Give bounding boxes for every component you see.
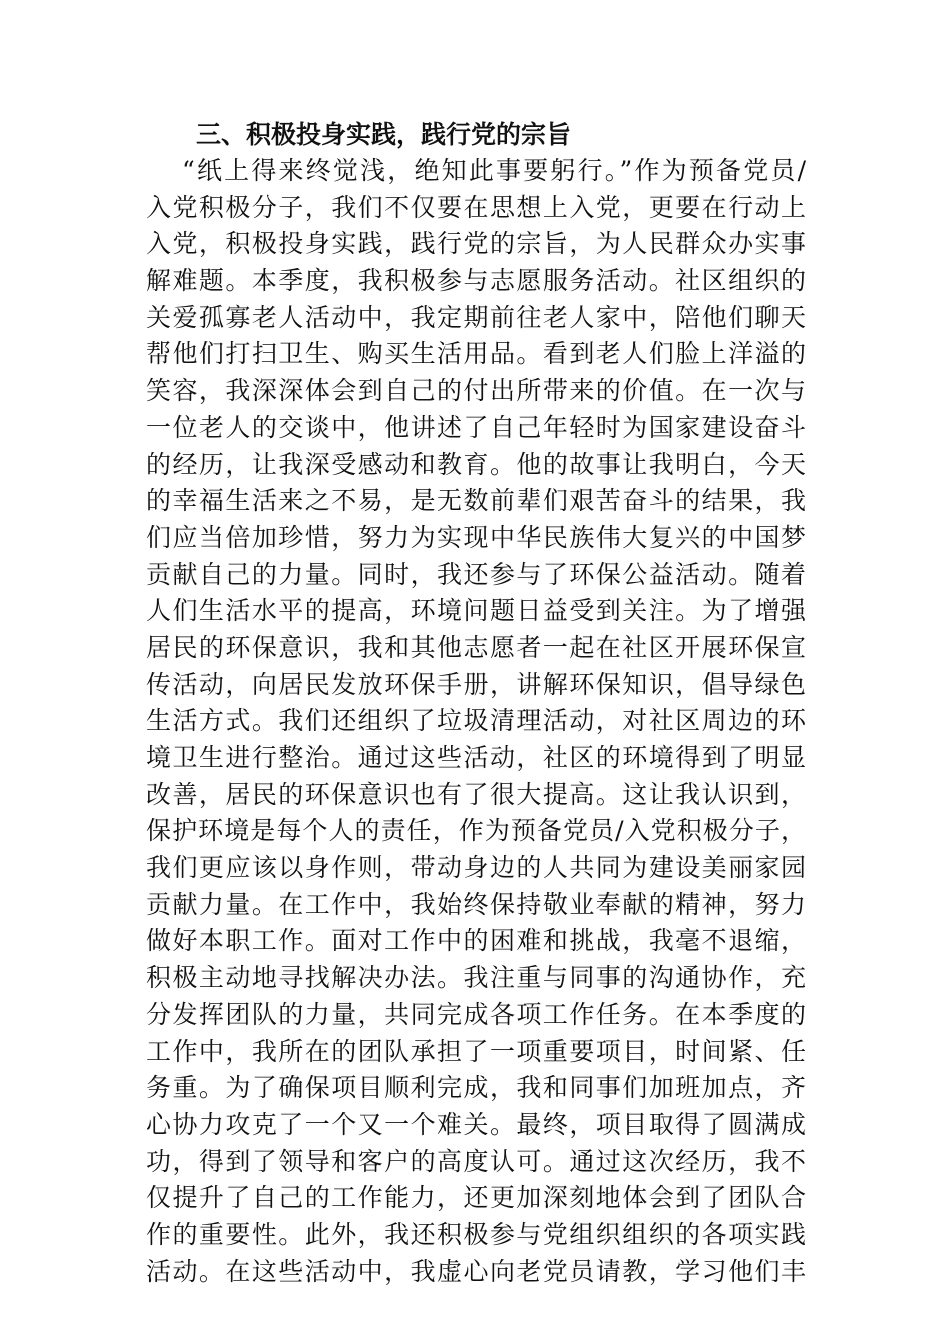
text-line: 解难题。本季度，我积极参与志愿服务活动。社区组织的 <box>146 266 806 296</box>
text-line: 作的重要性。此外，我还积极参与党组织组织的各项实践 <box>146 1219 806 1249</box>
text-line: 一位老人的交谈中，他讲述了自己年轻时为国家建设奋斗 <box>146 412 806 442</box>
text-line: 境卫生进行整治。通过这些活动，社区的环境得到了明显 <box>146 743 806 772</box>
text-line: 贡献力量。在工作中，我始终保持敬业奉献的精神，努力 <box>146 889 806 919</box>
text-line: 关爱孤寡老人活动中，我定期前往老人家中，陪他们聊天 <box>146 302 806 332</box>
text-line: 笑容，我深深体会到自己的付出所带来的价值。在一次与 <box>146 376 806 406</box>
paragraph <box>146 153 806 1290</box>
text-line: 的幸福生活来之不易，是无数前辈们艰苦奋斗的结果，我 <box>146 486 806 516</box>
text-line: 心协力攻克了一个又一个难关。最终，项目取得了圆满成 <box>146 1109 806 1139</box>
text-line: 帮他们打扫卫生、购买生活用品。看到老人们脸上洋溢的 <box>146 339 806 369</box>
text-line: 做好本职工作。面对工作中的困难和挑战，我毫不退缩， <box>146 926 806 956</box>
text-line: 入党积极分子，我们不仅要在思想上入党，更要在行动上 <box>146 192 806 222</box>
text-line: 活动。在这些活动中，我虚心向老党员请教，学习他们丰 <box>146 1256 806 1286</box>
text-line: “纸上得来终觉浅，绝知此事要躬行。”作为预备党员/ <box>182 156 806 185</box>
text-line: 居民的环保意识，我和其他志愿者一起在社区开展环保宣 <box>146 632 806 662</box>
text-line: 人们生活水平的提高，环境问题日益受到关注。为了增强 <box>146 596 806 626</box>
text-line: 贡献自己的力量。同时，我还参与了环保公益活动。随着 <box>146 559 806 589</box>
text-line: 传活动，向居民发放环保手册，讲解环保知识，倡导绿色 <box>146 669 806 699</box>
text-line: 务重。为了确保项目顺利完成，我和同事们加班加点，齐 <box>146 1073 806 1103</box>
text-line: 入党，积极投身实践，践行党的宗旨，为人民群众办实事 <box>146 229 806 259</box>
text-line: 的经历，让我深受感动和教育。他的故事让我明白，今天 <box>146 449 806 479</box>
text-line: 我们更应该以身作则，带动身边的人共同为建设美丽家园 <box>146 853 806 883</box>
section-heading: 三、积极投身实践，践行党的宗旨 <box>196 120 572 149</box>
text-line: 功，得到了领导和客户的高度认可。通过这次经历，我不 <box>146 1146 806 1176</box>
text-line: 分发挥团队的力量，共同完成各项工作任务。在本季度的 <box>146 999 806 1029</box>
text-line: 改善，居民的环保意识也有了很大提高。这让我认识到， <box>146 779 806 809</box>
text-line: 保护环境是每个人的责任，作为预备党员/入党积极分子， <box>146 816 806 846</box>
text-line: 工作中，我所在的团队承担了一项重要项目，时间紧、任 <box>146 1036 806 1066</box>
text-line: 积极主动地寻找解决办法。我注重与同事的沟通协作，充 <box>146 963 806 993</box>
document-body <box>146 117 806 1290</box>
text-line: 仅提升了自己的工作能力，还更加深刻地体会到了团队合 <box>146 1183 806 1213</box>
text-line: 们应当倍加珍惜，努力为实现中华民族伟大复兴的中国梦 <box>146 522 806 552</box>
text-line: 生活方式。我们还组织了垃圾清理活动，对社区周边的环 <box>146 706 806 736</box>
